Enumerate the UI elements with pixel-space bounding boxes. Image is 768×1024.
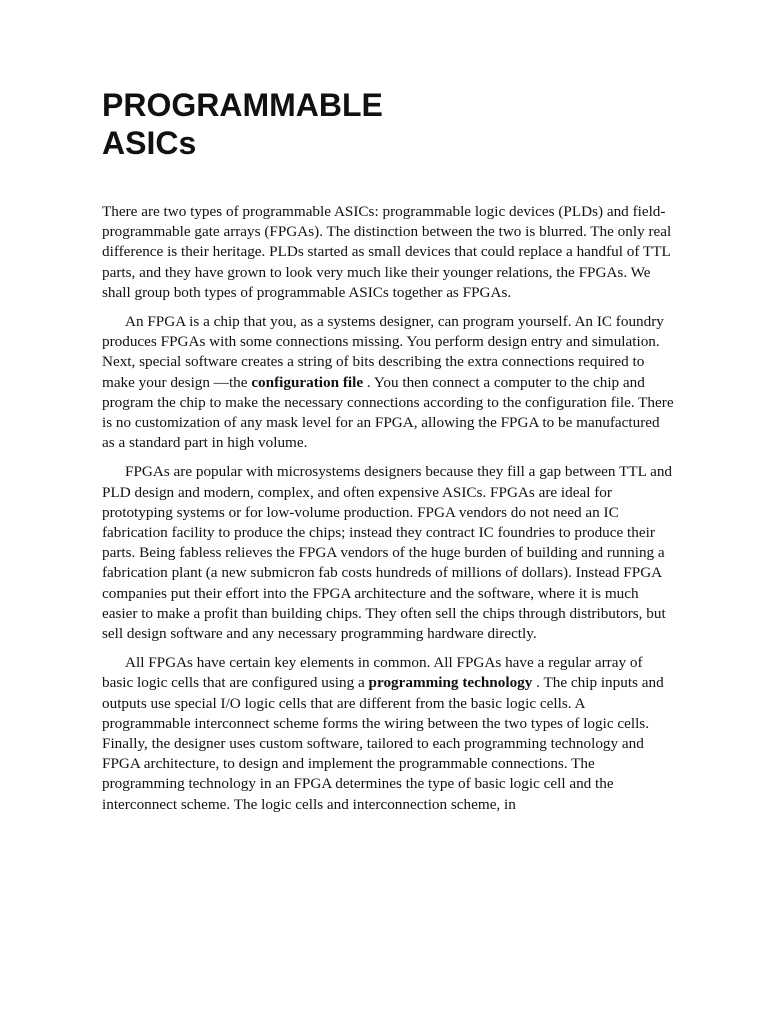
document-title [102,86,674,162]
paragraph-4-text-b: . The chip inputs and outputs use special I/O logic cells that are different from the basic logic cells. A programmable interconnect scheme forms the wiring between the two types of logic cells. Finally, the designer uses custom software, tailored to each programming technology and FPGA architecture, to design and implement the programmable connections. The programming technology in an FPGA determines the type of basic logic cell and the interconnect scheme. The logic cells and interconnection scheme, in [102,674,664,813]
title-line-2: ASICs [102,125,197,161]
paragraph-2-text-b: . You then connect a computer to the chip and program the chip to make the necessary connections according to the configuration file. There is no customization of any mask level for an FPGA, allowing the FPGA to be manufactured as a standard part in high volume. [102,373,674,452]
paragraph-3-text: FPGAs are popular with microsystems designers because they fill a gap between TTL and PLD design and modern, complex, and often expensive ASICs. FPGAs are ideal for prototyping systems or for low-volume production. FPGA vendors do not need an IC fabrication facility to produce the chips; instead they contract IC foundries to produce their parts. Being fabless relieves the FPGA vendors of the huge burden of building and running a fabrication plant (a new submicron fab costs hundreds of millions of dollars). Instead FPGA companies put their effort into the FPGA architecture and the software, where it is much easier to make a profit than building chips. They often sell the chips through distributors, but sell design software and any necessary programming hardware directly. [102,463,673,643]
title-line-1: PROGRAMMABLE [102,87,383,123]
paragraph-2 [102,312,674,453]
term-programming-technology: programming technology [368,674,533,692]
paragraph-4-text-a: All FPGAs have certain key elements in common. All FPGAs have a regular array of basic logic cells that are configured using a [102,654,643,692]
paragraph-1-text: There are two types of programmable ASICs: programmable logic devices (PLDs) and field-programmable gate arrays (FPGAs). The distinction between the two is blurred. The only real difference is their heritage. PLDs started as small devices that could replace a handful of TTL parts, and they have grown to look very much like their younger relations, the FPGAs. We shall group both types of programmable ASICs together as FPGAs. [102,203,672,301]
paragraph-4 [102,653,674,815]
paragraph-1 [102,202,674,303]
paragraph-2-text-a: An FPGA is a chip that you, as a systems designer, can program yourself. An IC foundry produces FPGAs with some connections missing. You perform design entry and simulation. Next, special software creates a string of bits describing the extra connections required to make your design —the [102,313,664,391]
document-page [102,86,674,824]
paragraph-3 [102,462,674,644]
term-configuration-file: configuration file [251,373,364,391]
